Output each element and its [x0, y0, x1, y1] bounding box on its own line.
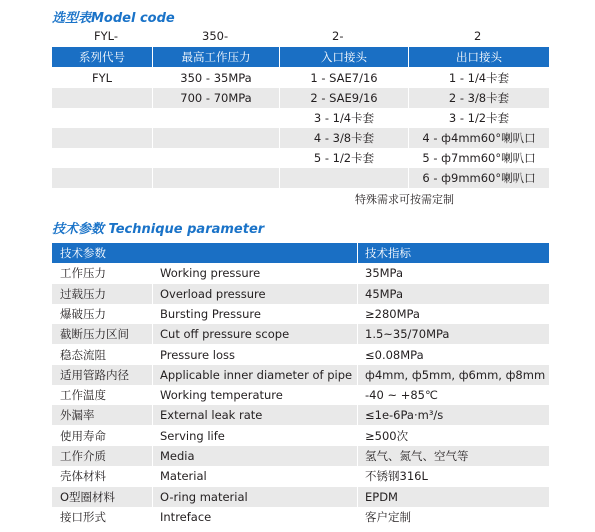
column-divider [357, 284, 358, 304]
column-divider [152, 263, 153, 283]
param-name-cn: O型圈材料 [60, 489, 116, 504]
column-divider [357, 324, 358, 344]
column-divider [152, 168, 153, 188]
param-name-en: Applicable inner diameter of pipe [160, 367, 353, 382]
column-divider [152, 446, 153, 466]
param-value: ≥280MPa [365, 306, 420, 321]
column-divider [152, 487, 153, 507]
column-divider [357, 446, 358, 466]
param-name-cn: 适用管路内径 [60, 367, 129, 382]
param-name-en: O-ring material [160, 489, 248, 504]
model-code-header-cell: 出口接头 [456, 50, 502, 64]
model-code-cell: 350 - 35MPa [180, 71, 252, 85]
param-value: 不锈钢316L [365, 469, 428, 484]
param-value: 35MPa [365, 266, 404, 281]
param-name-en: Media [160, 449, 195, 463]
param-value: ≤0.08MPa [365, 347, 424, 362]
column-divider [279, 168, 280, 188]
param-value: 1.5~35/70MPa [365, 327, 450, 342]
code-part-pressure: 350- [202, 29, 229, 43]
model-code-cell: 3 - 1/4卡套 [313, 111, 375, 125]
param-name-cn: 爆破压力 [60, 306, 106, 321]
technique-header-param: 技术参数 [60, 246, 106, 260]
model-code-cell [52, 168, 152, 188]
column-divider [357, 263, 358, 283]
column-divider [357, 405, 358, 425]
column-divider [408, 108, 409, 128]
model-code-row [52, 88, 549, 108]
column-divider [152, 426, 153, 446]
param-name-en: Material [160, 469, 207, 484]
column-divider [408, 88, 409, 108]
column-divider [152, 405, 153, 425]
column-divider [152, 108, 153, 128]
param-name-en: Serving life [160, 428, 225, 443]
model-code-cell [52, 108, 152, 128]
column-divider [152, 345, 153, 365]
technique-row [52, 466, 549, 486]
param-value: 45MPa [365, 286, 404, 301]
param-name-cn: 工作介质 [60, 449, 106, 463]
column-divider [408, 148, 409, 168]
technique-row [52, 426, 549, 446]
model-code-cell [153, 168, 279, 188]
param-value: 氢气、氮气、空气等 [365, 449, 469, 463]
param-name-en: Pressure loss [160, 347, 235, 362]
param-name-cn: 稳态流阻 [60, 347, 106, 362]
model-code-cell: 1 - SAE7/16 [310, 71, 378, 85]
technique-row [52, 405, 549, 425]
model-code-row [52, 68, 549, 88]
column-divider [279, 128, 280, 148]
model-code-string [52, 29, 549, 47]
param-value: -40 ~ +85℃ [365, 388, 438, 403]
column-divider [357, 365, 358, 385]
column-divider [152, 128, 153, 148]
param-name-en: Working pressure [160, 266, 261, 281]
model-code-row [52, 148, 549, 168]
param-name-cn: 截断压力区间 [60, 327, 129, 342]
param-name-cn: 过载压力 [60, 286, 106, 301]
column-divider [152, 365, 153, 385]
param-name-cn: 外漏率 [60, 408, 95, 423]
model-code-cell: 700 - 70MPa [180, 91, 252, 105]
param-value: ≤1e-6Pa·m³/s [365, 408, 444, 423]
technique-row [52, 487, 549, 507]
column-divider [408, 128, 409, 148]
param-name-cn: 壳体材料 [60, 469, 106, 484]
technique-row [52, 365, 549, 385]
column-divider [357, 385, 358, 405]
column-divider [152, 88, 153, 108]
column-divider [357, 304, 358, 324]
model-code-cell [52, 148, 152, 168]
model-code-header-cell: 入口接头 [321, 50, 367, 64]
model-code-cell [52, 88, 152, 108]
column-divider [408, 168, 409, 188]
column-divider [152, 304, 153, 324]
column-divider [357, 426, 358, 446]
model-code-cell: 2 - SAE9/16 [310, 91, 378, 105]
param-value: ≥500次 [365, 428, 409, 443]
param-name-cn: 工作温度 [60, 388, 106, 403]
param-name-en: Bursting Pressure [160, 306, 261, 321]
column-divider [408, 68, 409, 88]
technique-row [52, 284, 549, 304]
param-name-en: Overload pressure [160, 286, 266, 301]
model-code-header-cell: 系列代号 [79, 50, 125, 64]
param-name-cn: 接口形式 [60, 509, 106, 524]
param-name-en: External leak rate [160, 408, 263, 423]
model-code-cell: 2 - 3/8卡套 [448, 91, 510, 105]
technique-row [52, 304, 549, 324]
model-code-row [52, 128, 549, 148]
column-divider [279, 148, 280, 168]
technique-row [52, 385, 549, 405]
model-code-cell [153, 148, 279, 168]
column-divider [152, 385, 153, 405]
model-code-cell: 5 - ф7mm60°喇叭口 [422, 151, 536, 165]
column-divider [152, 507, 153, 527]
technique-row [52, 324, 549, 344]
model-code-header-cell: 最高工作压力 [181, 50, 251, 64]
column-divider [357, 345, 358, 365]
model-code-row [52, 168, 549, 188]
column-divider [357, 507, 358, 527]
model-code-cell: 1 - 1/4卡套 [448, 71, 510, 85]
model-code-cell: 5 - 1/2卡套 [313, 151, 375, 165]
model-code-cell [280, 168, 408, 188]
technique-row [52, 263, 549, 283]
param-value: EPDM [365, 489, 398, 504]
param-name-cn: 使用寿命 [60, 428, 106, 443]
model-code-cell [153, 108, 279, 128]
model-code-row [52, 108, 549, 128]
param-name-cn: 工作压力 [60, 266, 106, 281]
code-part-series: FYL- [94, 29, 118, 43]
model-code-cell [153, 128, 279, 148]
model-code-cell: 4 - ф4mm60°喇叭口 [422, 131, 536, 145]
model-code-cell: 3 - 1/2卡套 [448, 111, 510, 125]
technique-row [52, 446, 549, 466]
model-code-header-row [52, 47, 549, 67]
technique-title: 技术参数 Technique parameter [52, 222, 265, 237]
column-divider [408, 47, 409, 67]
column-divider [357, 466, 358, 486]
column-divider [357, 243, 358, 263]
param-name-en: Working temperature [160, 388, 283, 403]
param-value: 客户定制 [365, 509, 411, 524]
technique-row [52, 507, 549, 527]
column-divider [152, 47, 153, 67]
column-divider [152, 324, 153, 344]
column-divider [279, 108, 280, 128]
param-value: ф4mm, ф5mm, ф6mm, ф8mm [365, 367, 546, 382]
column-divider [152, 148, 153, 168]
column-divider [152, 284, 153, 304]
model-code-cell: 6 - ф9mm60°喇叭口 [422, 171, 536, 185]
column-divider [279, 68, 280, 88]
technique-header-index: 技术指标 [365, 246, 411, 260]
custom-note: 特殊需求可按需定制 [355, 193, 454, 206]
code-part-outlet: 2 [474, 29, 482, 43]
column-divider [357, 487, 358, 507]
code-part-inlet: 2- [332, 29, 344, 43]
column-divider [152, 466, 153, 486]
model-code-title: 选型表Model code [52, 11, 175, 26]
param-name-en: Cut off pressure scope [160, 327, 290, 342]
column-divider [279, 88, 280, 108]
column-divider [152, 68, 153, 88]
param-name-en: Intreface [160, 509, 212, 524]
technique-row [52, 345, 549, 365]
model-code-cell: FYL [91, 71, 113, 85]
model-code-cell: 4 - 3/8卡套 [313, 131, 375, 145]
column-divider [279, 47, 280, 67]
technique-header-row [52, 243, 549, 263]
model-code-cell [52, 128, 152, 148]
